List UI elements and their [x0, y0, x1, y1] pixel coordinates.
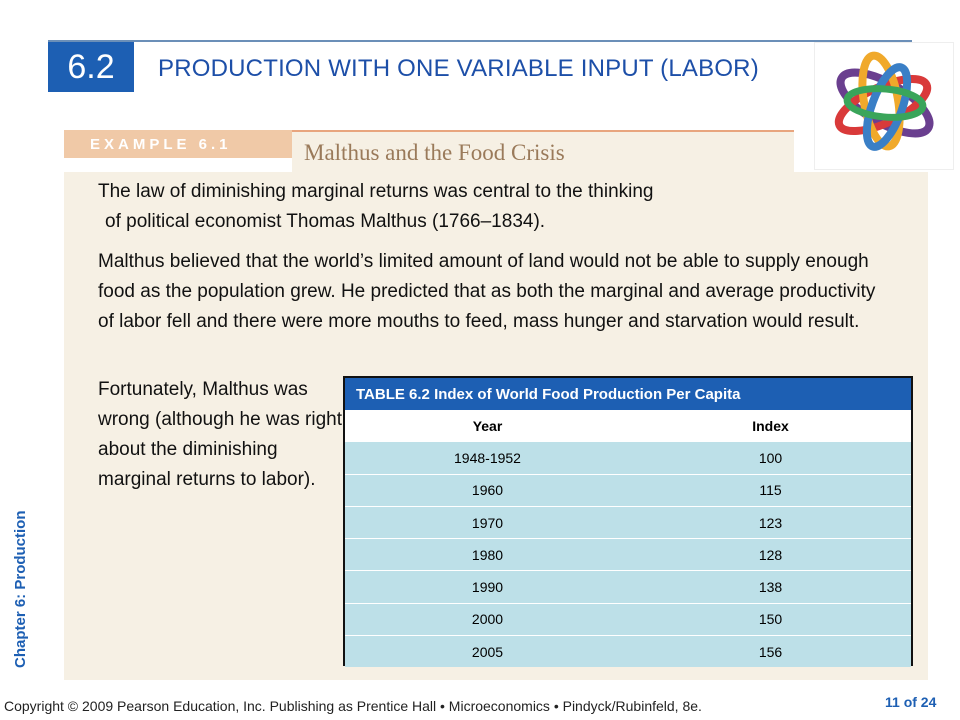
- year-cell: 1960: [471, 482, 504, 499]
- food-production-table: [343, 376, 913, 666]
- example-title-bar: [292, 130, 794, 174]
- table-row: [345, 570, 911, 602]
- column-header-year: Year: [472, 417, 503, 434]
- column-header-index: Index: [752, 417, 789, 434]
- table-row: [345, 474, 911, 506]
- year-cell: 2005: [471, 643, 504, 660]
- year-cell: 2000: [471, 611, 504, 628]
- chapter-side-label: Chapter 6: Production: [12, 510, 29, 668]
- table-caption: TABLE 6.2 Index of World Food Production Per Capita: [345, 378, 911, 410]
- page-number: 11 of 24: [885, 694, 937, 710]
- index-cell: 100: [758, 449, 783, 466]
- paragraph-1-line-1: The law of diminishing marginal returns was central to the thinking: [98, 181, 654, 202]
- table-row: [345, 635, 911, 667]
- paragraph-1: [98, 177, 808, 237]
- index-cell: 123: [758, 514, 783, 531]
- table-row: [345, 506, 911, 538]
- example-label: EXAMPLE 6.1: [64, 130, 292, 158]
- paragraph-1-line-2: of political economist Thomas Malthus (1766–1834).: [105, 211, 546, 232]
- paragraph-2: Malthus believed that the world’s limited amount of land would not be able to supply enough food as the population grew. He predicted that as both the marginal and average productivity of labor fell and there were more mouths to feed, mass hunger and starvation would result.: [98, 251, 876, 332]
- index-cell: 138: [758, 579, 783, 596]
- table-row: [345, 441, 911, 473]
- year-cell: 1990: [471, 579, 504, 596]
- year-cell: 1970: [471, 514, 504, 531]
- header-rule: [48, 40, 912, 42]
- table-row: [345, 603, 911, 635]
- index-cell: 115: [759, 482, 782, 499]
- year-cell: 1980: [471, 546, 504, 563]
- index-cell: 150: [758, 611, 783, 628]
- section-number: 6.2: [48, 42, 134, 92]
- rings-logo-icon: [814, 42, 954, 170]
- paragraph-3: Fortunately, Malthus was wrong (although he was right about the diminishing marginal returns to labor).: [98, 379, 342, 490]
- year-cell: 1948-1952: [454, 449, 521, 466]
- slide-title: PRODUCTION WITH ONE VARIABLE INPUT (LABOR): [158, 55, 759, 82]
- example-title: Malthus and the Food Crisis: [304, 140, 565, 165]
- table-row: [345, 538, 911, 570]
- index-cell: 156: [758, 643, 783, 660]
- table-header: [345, 410, 911, 441]
- copyright-footer: Copyright © 2009 Pearson Education, Inc. Publishing as Prentice Hall • Microeconomics • Pindyck/Rubinfeld, 8e.: [4, 698, 702, 714]
- index-cell: 128: [758, 546, 783, 563]
